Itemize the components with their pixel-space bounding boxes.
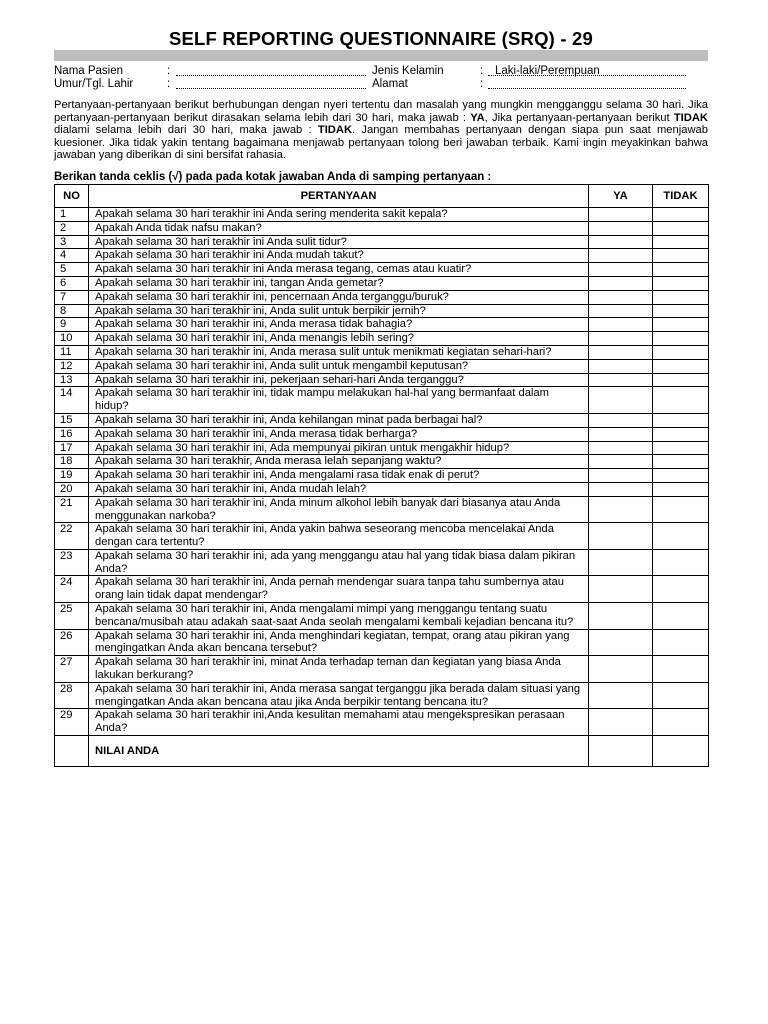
question-number: 3 (55, 235, 89, 249)
birthdate-field[interactable] (176, 88, 366, 89)
instruction-text: Berikan tanda ceklis (√) pada pada kotak jawaban Anda di samping pertanyaan : (54, 170, 492, 183)
answer-ya-checkbox[interactable] (589, 496, 653, 523)
question-text: Apakah selama 30 hari terakhir ini, Ada mempunyai pikiran untuk mengakhir hidup? (89, 441, 589, 455)
question-text: Apakah selama 30 hari terakhir ini, Anda mudah lelah? (89, 482, 589, 496)
question-number: 29 (55, 709, 89, 736)
question-text: Apakah selama 30 hari terakhir ini, tidak mampu melakukan hal-hal yang bermanfaat dalam hidup? (89, 387, 589, 414)
question-text: Apakah selama 30 hari terakhir ini, pekerjaan sehari-hari Anda terganggu? (89, 373, 589, 387)
intro-ya: YA (470, 111, 485, 124)
question-number: 19 (55, 469, 89, 483)
question-text: Apakah selama 30 hari terakhir ini, minat Anda terhadap teman dan kegiatan yang biasa Anda lakukan berkurang? (89, 656, 589, 683)
table-row (55, 318, 709, 332)
total-ya-cell[interactable] (589, 736, 653, 767)
patient-name-colon: : (167, 65, 171, 77)
intro-text-4: . Jangan membahas pertanyaan dengan siapa pun saat menjawab kuesioner. Jika tidak yakin tentang bagaimana menjawab pertanyaan tolong beri jawaban terbaik. Kami ingin meyakinkan bahwa jawaban yang diberikan di sini bersifat rahasia. (54, 124, 708, 162)
answer-tidak-checkbox[interactable] (653, 682, 709, 709)
question-number: 20 (55, 482, 89, 496)
question-text: Apakah selama 30 hari terakhir ini Anda merasa tegang, cemas atau kuatir? (89, 263, 589, 277)
question-number: 27 (55, 656, 89, 683)
question-text: Apakah selama 30 hari terakhir ini, Anda menangis lebih sering? (89, 332, 589, 346)
answer-tidak-checkbox[interactable] (653, 332, 709, 346)
table-row (55, 441, 709, 455)
question-text: Apakah selama 30 hari terakhir ini, Anda kehilangan minat pada berbagai hal? (89, 413, 589, 427)
question-text: Apakah selama 30 hari terakhir ini, tangan Anda gemetar? (89, 276, 589, 290)
table-row (55, 345, 709, 359)
answer-tidak-checkbox[interactable] (653, 523, 709, 550)
answer-ya-checkbox[interactable] (589, 427, 653, 441)
table-row (55, 235, 709, 249)
answer-ya-checkbox[interactable] (589, 441, 653, 455)
question-text: Apakah selama 30 hari terakhir ini, Anda sulit untuk berpikir jernih? (89, 304, 589, 318)
birthdate-colon: : (167, 78, 171, 90)
answer-tidak-checkbox[interactable] (653, 221, 709, 235)
question-text: Apakah selama 30 hari terakhir ini, Anda mengalami rasa tidak enak di perut? (89, 469, 589, 483)
answer-ya-checkbox[interactable] (589, 709, 653, 736)
answer-ya-checkbox[interactable] (589, 549, 653, 576)
table-row (55, 276, 709, 290)
question-number: 8 (55, 304, 89, 318)
table-row (55, 427, 709, 441)
answer-ya-checkbox[interactable] (589, 263, 653, 277)
answer-ya-checkbox[interactable] (589, 482, 653, 496)
answer-tidak-checkbox[interactable] (653, 276, 709, 290)
answer-tidak-checkbox[interactable] (653, 482, 709, 496)
answer-ya-checkbox[interactable] (589, 332, 653, 346)
question-text: Apakah selama 30 hari terakhir ini, Anda menghindari kegiatan, tempat, orang atau pikiran yang mengingatkan Anda akan bencana tersebut? (89, 629, 589, 656)
answer-tidak-checkbox[interactable] (653, 304, 709, 318)
question-number: 4 (55, 249, 89, 263)
answer-tidak-checkbox[interactable] (653, 709, 709, 736)
answer-ya-checkbox[interactable] (589, 682, 653, 709)
questions-body (55, 207, 709, 735)
table-row (55, 523, 709, 550)
birthdate-label: Umur/Tgl. Lahir (54, 78, 134, 90)
answer-ya-checkbox[interactable] (589, 290, 653, 304)
page-title: SELF REPORTING QUESTIONNAIRE (SRQ) - 29 (168, 28, 594, 49)
question-number: 5 (55, 263, 89, 277)
answer-ya-checkbox[interactable] (589, 387, 653, 414)
answer-ya-checkbox[interactable] (589, 603, 653, 630)
question-number: 2 (55, 221, 89, 235)
table-row (55, 549, 709, 576)
answer-ya-checkbox[interactable] (589, 373, 653, 387)
table-row (55, 682, 709, 709)
table-row (55, 413, 709, 427)
question-text: Apakah selama 30 hari terakhir ini, ada yang menggangu atau hal yang tidak biasa dalam pikiran Anda? (89, 549, 589, 576)
question-number: 16 (55, 427, 89, 441)
answer-tidak-checkbox[interactable] (653, 656, 709, 683)
header-tidak: TIDAK (653, 184, 709, 207)
question-number: 11 (55, 345, 89, 359)
intro-text-2: , Jika pertanyaan-pertanyaan berikut (484, 111, 674, 124)
question-text: Apakah selama 30 hari terakhir ini, Anda sulit untuk mengambil keputusan? (89, 359, 589, 373)
question-number: 25 (55, 603, 89, 630)
answer-ya-checkbox[interactable] (589, 359, 653, 373)
questionnaire-page (54, 28, 708, 767)
table-row (55, 207, 709, 221)
question-text: Apakah selama 30 hari terakhir ini, Anda mengalami mimpi yang menggangu tentang suatu bencana/musibah atau adakah saat-saat Anda seolah mengalami kembali kejadian bencana itu? (89, 603, 589, 630)
table-row (55, 373, 709, 387)
title-divider-bar (54, 50, 708, 61)
intro-text-1: Pertanyaan-pertanyaan berikut berhubungan dengan nyeri tertentu dan masalah yang mungkin mengganggu selama 30 hari. Jika pertanyaan-pertanyaan berikut dirasakan selama lebih dari 30 hari, maka jawab : (54, 99, 708, 124)
gender-options: Laki-laki/Perempuan (495, 65, 600, 77)
answer-tidak-checkbox[interactable] (653, 290, 709, 304)
answer-ya-checkbox[interactable] (589, 304, 653, 318)
question-number: 14 (55, 387, 89, 414)
answer-tidak-checkbox[interactable] (653, 373, 709, 387)
questionnaire-table (54, 184, 709, 767)
answer-ya-checkbox[interactable] (589, 345, 653, 359)
table-header-row (55, 184, 709, 207)
answer-tidak-checkbox[interactable] (653, 235, 709, 249)
total-no-cell (55, 736, 89, 767)
patient-info-row-1 (54, 64, 708, 78)
question-text: Apakah selama 30 hari terakhir ini Anda mudah takut? (89, 249, 589, 263)
answer-ya-checkbox[interactable] (589, 413, 653, 427)
table-row (55, 304, 709, 318)
question-text: Apakah selama 30 hari terakhir ini, Anda pernah mendengar suara tanpa tahu sumbernya atau orang lain tidak dapat mendengar? (89, 576, 589, 603)
question-number: 26 (55, 629, 89, 656)
answer-tidak-checkbox[interactable] (653, 629, 709, 656)
answer-ya-checkbox[interactable] (589, 523, 653, 550)
answer-tidak-checkbox[interactable] (653, 549, 709, 576)
answer-tidak-checkbox[interactable] (653, 576, 709, 603)
intro-text-3: dialami selama lebih dari 30 hari, maka jawab : (54, 124, 318, 137)
question-text: Apakah selama 30 hari terakhir, Anda merasa lelah sepanjang waktu? (89, 455, 589, 469)
total-tidak-cell[interactable] (653, 736, 709, 767)
answer-ya-checkbox[interactable] (589, 629, 653, 656)
question-number: 13 (55, 373, 89, 387)
table-row (55, 482, 709, 496)
patient-info-row-2 (54, 77, 708, 91)
question-text: Apakah selama 30 hari terakhir ini, pencernaan Anda terganggu/buruk? (89, 290, 589, 304)
answer-tidak-checkbox[interactable] (653, 441, 709, 455)
answer-ya-checkbox[interactable] (589, 207, 653, 221)
question-number: 22 (55, 523, 89, 550)
table-row (55, 709, 709, 736)
question-number: 17 (55, 441, 89, 455)
table-row (55, 603, 709, 630)
answer-ya-checkbox[interactable] (589, 221, 653, 235)
table-row (55, 332, 709, 346)
answer-tidak-checkbox[interactable] (653, 387, 709, 414)
header-no: NO (55, 184, 89, 207)
answer-tidak-checkbox[interactable] (653, 496, 709, 523)
question-text: Apakah selama 30 hari terakhir ini Anda sulit tidur? (89, 235, 589, 249)
question-text: Apakah selama 30 hari terakhir ini, Anda merasa sulit untuk menikmati kegiatan sehari-hari? (89, 345, 589, 359)
address-colon: : (480, 78, 484, 90)
answer-ya-checkbox[interactable] (589, 576, 653, 603)
question-number: 18 (55, 455, 89, 469)
answer-ya-checkbox[interactable] (589, 469, 653, 483)
answer-tidak-checkbox[interactable] (653, 359, 709, 373)
answer-ya-checkbox[interactable] (589, 656, 653, 683)
table-row (55, 221, 709, 235)
question-number: 9 (55, 318, 89, 332)
table-row (55, 387, 709, 414)
answer-tidak-checkbox[interactable] (653, 455, 709, 469)
question-number: 28 (55, 682, 89, 709)
intro-tidak-2: TIDAK (317, 124, 353, 137)
gender-colon: : (480, 65, 484, 77)
table-row (55, 263, 709, 277)
question-number: 12 (55, 359, 89, 373)
answer-ya-checkbox[interactable] (589, 318, 653, 332)
answer-ya-checkbox[interactable] (589, 249, 653, 263)
table-row (55, 455, 709, 469)
answer-ya-checkbox[interactable] (589, 455, 653, 469)
patient-name-field[interactable] (176, 75, 366, 76)
question-number: 15 (55, 413, 89, 427)
question-number: 24 (55, 576, 89, 603)
address-field[interactable] (488, 88, 686, 89)
table-row (55, 629, 709, 656)
intro-tidak: TIDAK (673, 111, 709, 124)
answer-ya-checkbox[interactable] (589, 235, 653, 249)
table-row (55, 249, 709, 263)
total-row (55, 736, 709, 767)
question-text: Apakah selama 30 hari terakhir ini,Anda kesulitan memahami atau mengekspresikan perasaan Anda? (89, 709, 589, 736)
answer-tidak-checkbox[interactable] (653, 249, 709, 263)
answer-tidak-checkbox[interactable] (653, 427, 709, 441)
total-label: NILAI ANDA (89, 736, 589, 767)
answer-tidak-checkbox[interactable] (653, 345, 709, 359)
question-number: 1 (55, 207, 89, 221)
question-number: 7 (55, 290, 89, 304)
header-ya: YA (589, 184, 653, 207)
intro-paragraph (54, 99, 708, 162)
table-row (55, 359, 709, 373)
question-text: Apakah selama 30 hari terakhir ini Anda sering menderita sakit kepala? (89, 207, 589, 221)
question-number: 23 (55, 549, 89, 576)
question-text: Apakah Anda tidak nafsu makan? (89, 221, 589, 235)
answer-tidak-checkbox[interactable] (653, 263, 709, 277)
table-row (55, 496, 709, 523)
answer-ya-checkbox[interactable] (589, 276, 653, 290)
address-label: Alamat (372, 78, 408, 90)
header-pertanyaan: PERTANYAAN (89, 184, 589, 207)
answer-tidak-checkbox[interactable] (653, 603, 709, 630)
answer-tidak-checkbox[interactable] (653, 318, 709, 332)
gender-label: Jenis Kelamin (372, 65, 444, 77)
table-row (55, 469, 709, 483)
table-row (55, 576, 709, 603)
answer-tidak-checkbox[interactable] (653, 207, 709, 221)
question-text: Apakah selama 30 hari terakhir ini, Anda yakin bahwa seseorang mencoba mencelakai Anda dengan cara tertentu? (89, 523, 589, 550)
patient-info (54, 64, 708, 92)
patient-name-label: Nama Pasien (54, 65, 124, 77)
question-text: Apakah selama 30 hari terakhir ini, Anda merasa sangat terganggu jika berada dalam situasi yang mengingatkan Anda akan bencana atau jika Anda berpikir tentang bencana itu? (89, 682, 589, 709)
question-number: 10 (55, 332, 89, 346)
question-text: Apakah selama 30 hari terakhir ini, Anda merasa tidak berharga? (89, 427, 589, 441)
question-number: 6 (55, 276, 89, 290)
question-number: 21 (55, 496, 89, 523)
question-text: Apakah selama 30 hari terakhir ini, Anda merasa tidak bahagia? (89, 318, 589, 332)
table-row (55, 290, 709, 304)
answer-tidak-checkbox[interactable] (653, 413, 709, 427)
table-row (55, 656, 709, 683)
question-text: Apakah selama 30 hari terakhir ini, Anda minum alkohol lebih banyak dari biasanya atau Anda menggunakan narkoba? (89, 496, 589, 523)
answer-tidak-checkbox[interactable] (653, 469, 709, 483)
